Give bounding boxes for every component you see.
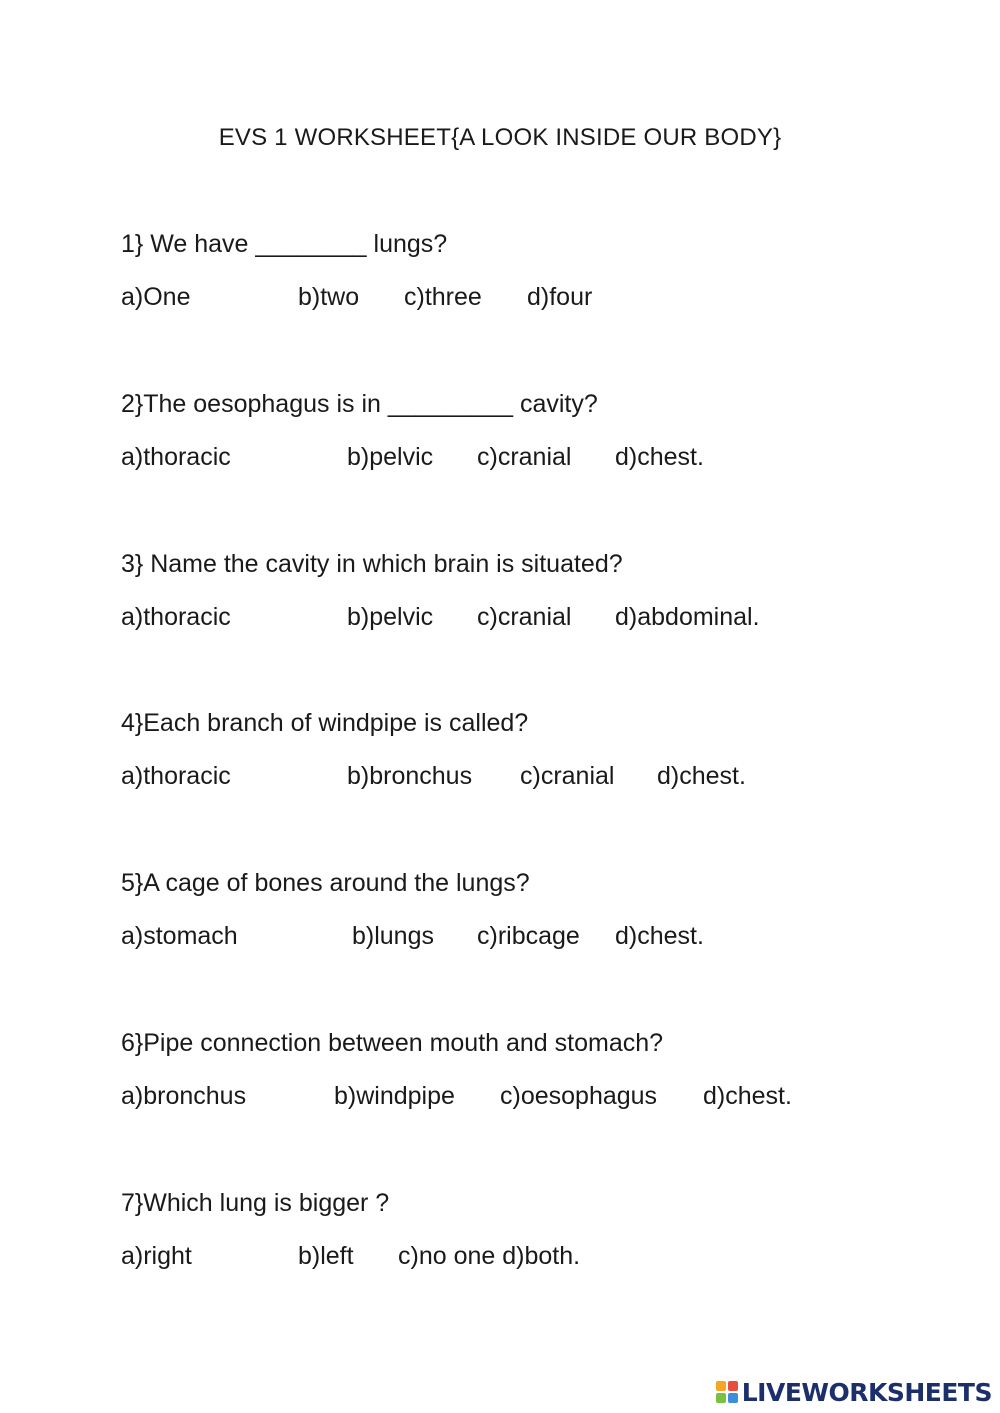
question-1: 1} We have ________ lungs? — [121, 230, 448, 258]
option-c: c)three — [404, 283, 482, 311]
question-4-options — [121, 762, 881, 794]
option-a: a)thoracic — [121, 603, 231, 631]
logo-square-2 — [728, 1381, 738, 1391]
question-7: 7}Which lung is bigger ? — [121, 1189, 390, 1217]
question-1-options — [121, 283, 881, 315]
option-c-d: c)no one d)both. — [398, 1242, 581, 1270]
option-c: c)cranial — [520, 762, 615, 790]
question-6-options — [121, 1082, 881, 1114]
option-b: b)pelvic — [347, 603, 434, 631]
question-2: 2}The oesophagus is in _________ cavity? — [121, 390, 598, 418]
page-title: EVS 1 WORKSHEET{A LOOK INSIDE OUR BODY} — [218, 124, 782, 151]
option-d: d)four — [527, 283, 593, 311]
logo-text: LIVEWORKSHEETS — [741, 1377, 992, 1407]
logo-grid-icon — [716, 1381, 738, 1403]
option-a: a)thoracic — [121, 443, 231, 471]
logo-square-4 — [728, 1393, 738, 1403]
option-b: b)windpipe — [334, 1082, 455, 1110]
option-c: c)oesophagus — [500, 1082, 658, 1110]
option-d: d)chest. — [703, 1082, 792, 1110]
option-a: a)bronchus — [121, 1082, 247, 1110]
question-6: 6}Pipe connection between mouth and stomach? — [121, 1029, 664, 1057]
option-d: d)chest. — [615, 443, 704, 471]
option-b: b)pelvic — [347, 443, 434, 471]
option-c: c)cranial — [477, 603, 572, 631]
option-b: b)left — [298, 1242, 354, 1270]
logo-square-3 — [716, 1393, 726, 1403]
question-5: 5}A cage of bones around the lungs? — [121, 869, 530, 897]
option-b: b)lungs — [352, 922, 434, 950]
option-a: a)thoracic — [121, 762, 231, 790]
liveworksheets-logo[interactable] — [716, 1377, 992, 1407]
option-a: a)stomach — [121, 922, 238, 950]
option-b: b)bronchus — [347, 762, 473, 790]
option-c: c)ribcage — [477, 922, 580, 950]
question-3: 3} Name the cavity in which brain is situated? — [121, 550, 623, 578]
option-c: c)cranial — [477, 443, 572, 471]
question-7-options — [121, 1242, 881, 1274]
question-4: 4}Each branch of windpipe is called? — [121, 709, 529, 737]
question-3-options — [121, 603, 881, 635]
question-2-options — [121, 443, 881, 475]
option-d: d)abdominal. — [615, 603, 760, 631]
option-d: d)chest. — [657, 762, 746, 790]
option-a: a)One — [121, 283, 191, 311]
question-5-options — [121, 922, 881, 954]
logo-square-1 — [716, 1381, 726, 1391]
option-b: b)two — [298, 283, 360, 311]
option-d: d)chest. — [615, 922, 704, 950]
option-a: a)right — [121, 1242, 192, 1270]
